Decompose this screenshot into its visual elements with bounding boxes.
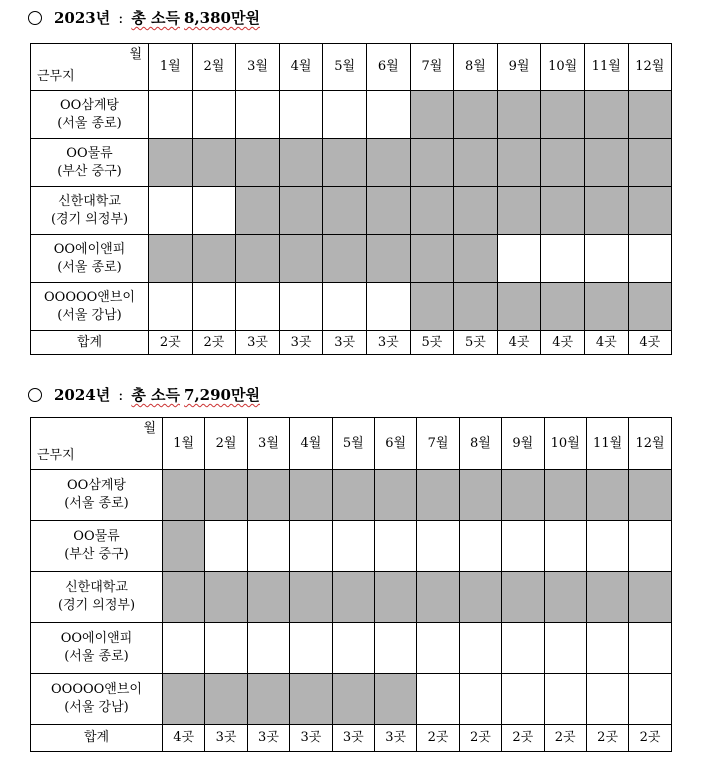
workplace-location: (서울 종로) <box>64 496 129 511</box>
empty-month-cell <box>497 235 541 283</box>
worked-month-cell <box>454 187 498 235</box>
worked-month-cell <box>374 572 416 623</box>
total-count-cell: 3곳 <box>247 725 289 752</box>
month-header: 7월 <box>417 418 459 470</box>
empty-month-cell <box>374 521 416 572</box>
worked-month-cell <box>628 283 672 331</box>
month-header: 11월 <box>584 44 628 91</box>
corner-site-label: 근무지 <box>37 69 75 85</box>
empty-month-cell <box>323 91 367 139</box>
month-header: 8월 <box>459 418 501 470</box>
worked-month-cell <box>247 470 289 521</box>
worked-month-cell <box>366 139 410 187</box>
worked-month-cell <box>374 470 416 521</box>
workplace-row <box>31 674 672 725</box>
empty-month-cell <box>584 235 628 283</box>
empty-month-cell <box>586 521 628 572</box>
corner-site-label: 근무지 <box>37 448 75 464</box>
separator: : <box>118 8 124 27</box>
worked-month-cell <box>541 91 585 139</box>
worked-month-cell <box>323 235 367 283</box>
workplace-location: (경기 의정부) <box>50 211 129 227</box>
worked-month-cell <box>628 139 672 187</box>
worked-month-cell <box>149 235 193 283</box>
worked-month-cell <box>628 91 672 139</box>
empty-month-cell <box>417 521 459 572</box>
worked-month-cell <box>586 572 628 623</box>
corner-header <box>31 418 163 470</box>
worked-month-cell <box>332 674 374 725</box>
month-header: 6월 <box>374 418 416 470</box>
workplace-name: OO에이앤피 <box>60 631 133 647</box>
worked-month-cell <box>192 139 236 187</box>
workplace-cell <box>31 235 149 283</box>
month-header: 5월 <box>332 418 374 470</box>
total-count-cell: 2곳 <box>544 725 586 752</box>
worked-month-cell <box>192 235 236 283</box>
workplace-row <box>31 572 672 623</box>
empty-month-cell <box>502 674 544 725</box>
total-count-cell: 2곳 <box>459 725 501 752</box>
workplace-cell <box>31 187 149 235</box>
total-count-cell: 4곳 <box>163 725 205 752</box>
workplace-row <box>31 470 672 521</box>
worked-month-cell <box>163 470 205 521</box>
worked-month-cell <box>410 283 454 331</box>
workplace-location: (서울 강남) <box>57 307 122 323</box>
year-label: 2023년 <box>54 9 111 27</box>
month-header: 3월 <box>247 418 289 470</box>
empty-month-cell <box>149 91 193 139</box>
workplace-name: OOOOO앤브이 <box>44 289 135 305</box>
empty-month-cell <box>163 623 205 674</box>
workplace-location: (서울 종로) <box>64 649 129 664</box>
worked-month-cell <box>454 235 498 283</box>
workplace-row <box>31 187 672 235</box>
month-header: 3월 <box>236 44 280 91</box>
empty-month-cell <box>544 674 586 725</box>
month-header: 2월 <box>192 44 236 91</box>
empty-month-cell <box>586 623 628 674</box>
total-count-cell: 2곳 <box>502 725 544 752</box>
total-label: 총 소득 <box>131 386 181 404</box>
worked-month-cell <box>459 572 501 623</box>
total-count-cell: 3곳 <box>279 331 323 355</box>
workplace-cell <box>31 283 149 331</box>
empty-month-cell <box>417 623 459 674</box>
worked-month-cell <box>454 139 498 187</box>
worked-month-cell <box>332 572 374 623</box>
total-count-cell: 3곳 <box>236 331 280 355</box>
empty-month-cell <box>247 623 289 674</box>
worked-month-cell <box>497 139 541 187</box>
worked-month-cell <box>544 572 586 623</box>
section-title-2023 <box>28 7 260 28</box>
empty-month-cell <box>279 91 323 139</box>
worked-month-cell <box>163 674 205 725</box>
total-count-cell: 4곳 <box>497 331 541 355</box>
empty-month-cell <box>459 674 501 725</box>
worked-month-cell <box>584 139 628 187</box>
empty-month-cell <box>366 91 410 139</box>
empty-month-cell <box>149 283 193 331</box>
empty-month-cell <box>544 521 586 572</box>
month-header: 4월 <box>290 418 332 470</box>
empty-month-cell <box>332 521 374 572</box>
workplace-name: OO삼계탕 <box>60 97 119 113</box>
year-label: 2024년 <box>54 386 111 404</box>
worked-month-cell <box>374 674 416 725</box>
month-header: 2월 <box>205 418 247 470</box>
empty-month-cell <box>192 187 236 235</box>
worked-month-cell <box>544 470 586 521</box>
empty-month-cell <box>279 283 323 331</box>
total-count-cell: 3곳 <box>323 331 367 355</box>
workplace-row <box>31 235 672 283</box>
workplace-location: (경기 의정부) <box>57 598 136 613</box>
total-label: 총 소득 <box>131 9 181 27</box>
empty-month-cell <box>366 283 410 331</box>
total-count-cell: 4곳 <box>541 331 585 355</box>
empty-month-cell <box>323 283 367 331</box>
worked-month-cell <box>586 470 628 521</box>
worked-month-cell <box>290 674 332 725</box>
worked-month-cell <box>454 283 498 331</box>
empty-month-cell <box>586 674 628 725</box>
empty-month-cell <box>236 283 280 331</box>
total-row <box>31 331 672 355</box>
worked-month-cell <box>366 187 410 235</box>
worked-month-cell <box>163 572 205 623</box>
workplace-location: (서울 강남) <box>64 700 129 715</box>
worked-month-cell <box>502 470 544 521</box>
month-header: 8월 <box>454 44 498 91</box>
worked-month-cell <box>323 139 367 187</box>
workplace-location: (서울 종로) <box>57 115 122 131</box>
worked-month-cell <box>497 283 541 331</box>
worked-month-cell <box>290 470 332 521</box>
workplace-cell <box>31 674 163 725</box>
worked-month-cell <box>497 91 541 139</box>
total-row-label: 합계 <box>31 331 149 355</box>
header-row <box>31 44 672 91</box>
worked-month-cell <box>279 235 323 283</box>
worked-month-cell <box>417 470 459 521</box>
workplace-row <box>31 623 672 674</box>
workplace-location: (부산 중구) <box>64 547 129 562</box>
workplace-cell <box>31 470 163 521</box>
worked-month-cell <box>459 470 501 521</box>
total-count-cell: 3곳 <box>374 725 416 752</box>
corner-month-label: 월 <box>129 47 142 62</box>
empty-month-cell <box>544 623 586 674</box>
empty-month-cell <box>205 521 247 572</box>
worked-month-cell <box>247 674 289 725</box>
workplace-location: (부산 중구) <box>57 163 122 179</box>
worked-month-cell <box>205 572 247 623</box>
empty-month-cell <box>374 623 416 674</box>
workplace-location: (서울 종로) <box>57 259 122 275</box>
month-header: 10월 <box>541 44 585 91</box>
worked-month-cell <box>629 572 671 623</box>
worked-month-cell <box>502 572 544 623</box>
empty-month-cell <box>629 521 671 572</box>
workplace-cell <box>31 572 163 623</box>
month-header: 7월 <box>410 44 454 91</box>
empty-month-cell <box>417 674 459 725</box>
worked-month-cell <box>541 187 585 235</box>
worked-month-cell <box>410 91 454 139</box>
worked-month-cell <box>236 187 280 235</box>
empty-month-cell <box>247 521 289 572</box>
workplace-name: OO삼계탕 <box>67 478 126 494</box>
total-count-cell: 2곳 <box>629 725 671 752</box>
empty-month-cell <box>628 235 672 283</box>
empty-month-cell <box>459 521 501 572</box>
empty-month-cell <box>192 91 236 139</box>
corner-month-label: 월 <box>143 421 156 436</box>
empty-month-cell <box>459 623 501 674</box>
worked-month-cell <box>279 139 323 187</box>
worked-month-cell <box>149 139 193 187</box>
worked-month-cell <box>279 187 323 235</box>
total-count-cell: 5곳 <box>410 331 454 355</box>
workplace-row <box>31 521 672 572</box>
total-value: 8,380만원 <box>184 9 260 27</box>
empty-month-cell <box>205 623 247 674</box>
worked-month-cell <box>417 572 459 623</box>
circle-bullet-icon <box>28 11 42 25</box>
worked-month-cell <box>247 572 289 623</box>
workplace-name: OO에이앤피 <box>53 241 126 257</box>
month-header: 12월 <box>628 44 672 91</box>
total-row <box>31 725 672 752</box>
empty-month-cell <box>290 521 332 572</box>
total-value: 7,290만원 <box>184 386 260 404</box>
empty-month-cell <box>502 521 544 572</box>
worked-month-cell <box>628 187 672 235</box>
corner-header <box>31 44 149 91</box>
worked-month-cell <box>205 674 247 725</box>
header-row <box>31 418 672 470</box>
total-count-cell: 2곳 <box>586 725 628 752</box>
total-count-cell: 2곳 <box>192 331 236 355</box>
worked-month-cell <box>541 139 585 187</box>
circle-bullet-icon <box>28 388 42 402</box>
month-header: 10월 <box>544 418 586 470</box>
workplace-cell <box>31 139 149 187</box>
schedule-table-2023 <box>30 43 672 355</box>
workplace-cell <box>31 521 163 572</box>
workplace-cell <box>31 623 163 674</box>
worked-month-cell <box>366 235 410 283</box>
total-count-cell: 2곳 <box>417 725 459 752</box>
empty-month-cell <box>236 91 280 139</box>
worked-month-cell <box>410 187 454 235</box>
month-header: 6월 <box>366 44 410 91</box>
empty-month-cell <box>332 623 374 674</box>
total-count-cell: 2곳 <box>149 331 193 355</box>
total-count-cell: 3곳 <box>366 331 410 355</box>
empty-month-cell <box>629 623 671 674</box>
worked-month-cell <box>497 187 541 235</box>
month-header: 12월 <box>629 418 671 470</box>
empty-month-cell <box>541 235 585 283</box>
total-count-cell: 3곳 <box>205 725 247 752</box>
total-row-label: 합계 <box>31 725 163 752</box>
worked-month-cell <box>323 187 367 235</box>
worked-month-cell <box>410 235 454 283</box>
worked-month-cell <box>454 91 498 139</box>
total-count-cell: 3곳 <box>290 725 332 752</box>
section-title-2024 <box>28 384 260 405</box>
worked-month-cell <box>236 139 280 187</box>
schedule-table-2024 <box>30 417 672 752</box>
month-header: 11월 <box>586 418 628 470</box>
month-header: 1월 <box>149 44 193 91</box>
worked-month-cell <box>629 470 671 521</box>
worked-month-cell <box>584 91 628 139</box>
worked-month-cell <box>163 521 205 572</box>
month-header: 5월 <box>323 44 367 91</box>
worked-month-cell <box>290 572 332 623</box>
workplace-row <box>31 139 672 187</box>
total-count-cell: 4곳 <box>584 331 628 355</box>
worked-month-cell <box>541 283 585 331</box>
month-header: 1월 <box>163 418 205 470</box>
worked-month-cell <box>584 187 628 235</box>
empty-month-cell <box>629 674 671 725</box>
workplace-name: OO물류 <box>66 145 113 161</box>
workplace-name: 신한대학교 <box>58 193 121 209</box>
worked-month-cell <box>332 470 374 521</box>
total-count-cell: 3곳 <box>332 725 374 752</box>
worked-month-cell <box>584 283 628 331</box>
separator: : <box>118 385 124 404</box>
workplace-row <box>31 91 672 139</box>
workplace-name: 신한대학교 <box>65 580 128 596</box>
worked-month-cell <box>205 470 247 521</box>
workplace-name: OO물류 <box>73 529 120 545</box>
empty-month-cell <box>502 623 544 674</box>
total-count-cell: 5곳 <box>454 331 498 355</box>
month-header: 4월 <box>279 44 323 91</box>
empty-month-cell <box>149 187 193 235</box>
month-header: 9월 <box>497 44 541 91</box>
total-count-cell: 4곳 <box>628 331 672 355</box>
worked-month-cell <box>236 235 280 283</box>
empty-month-cell <box>192 283 236 331</box>
workplace-cell <box>31 91 149 139</box>
workplace-name: OOOOO앤브이 <box>51 682 142 698</box>
empty-month-cell <box>290 623 332 674</box>
month-header: 9월 <box>502 418 544 470</box>
worked-month-cell <box>410 139 454 187</box>
workplace-row <box>31 283 672 331</box>
